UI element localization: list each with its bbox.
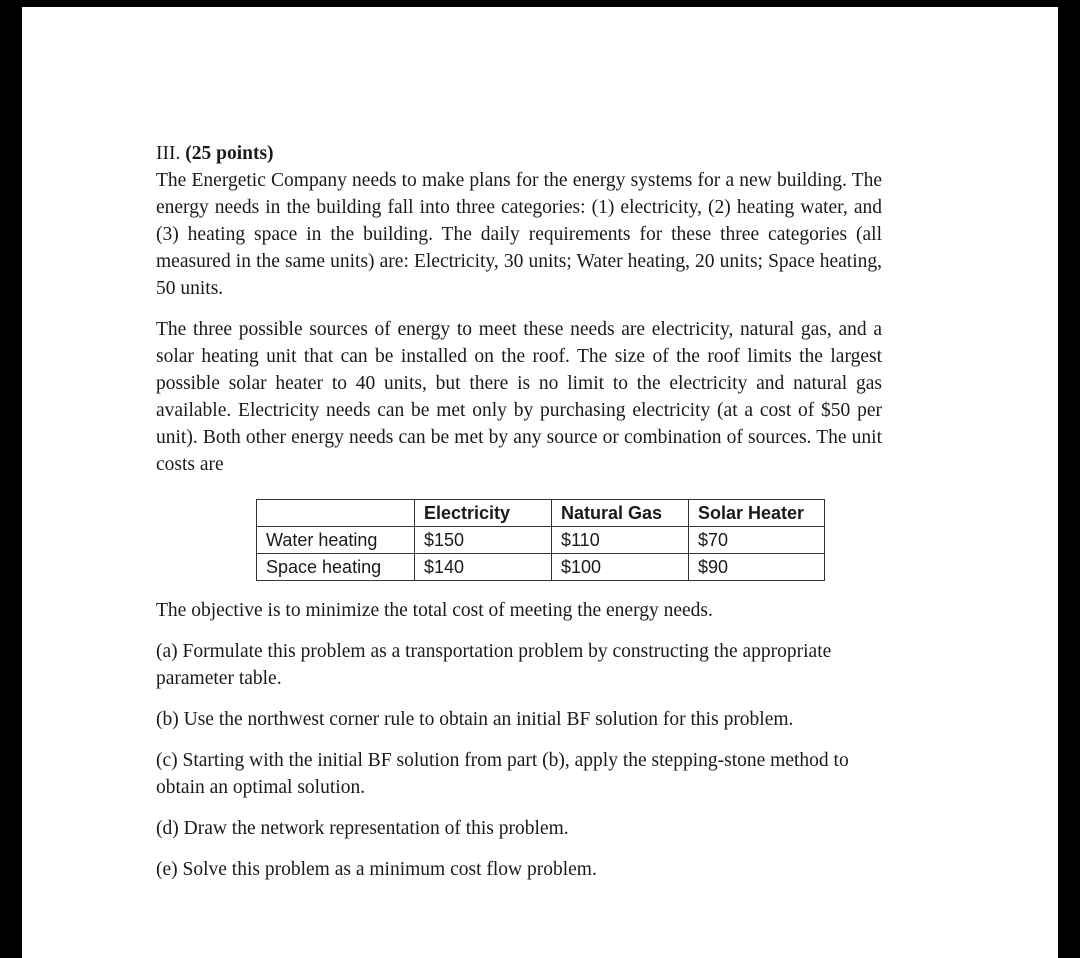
- table-row: [257, 554, 825, 581]
- table-cell: $110: [552, 527, 689, 554]
- table-cell: $150: [415, 527, 552, 554]
- problem-heading: [156, 140, 882, 167]
- question-d: (d) Draw the network representation of this problem.: [156, 818, 569, 839]
- problem-paragraph-1: The Energetic Company needs to make plans for the energy systems for a new building. The energy needs in the building fall into three categories: (1) electricity, (2) heating water, and (3) heating space in the building. The daily requirements for these three categories (all measured in the same units) are: Electricity, 30 units; Water heating, 20 units; Space heating, 50 units.: [156, 170, 882, 299]
- row-label-space-heating: Space heating: [257, 554, 415, 581]
- problem-paragraph-2: The three possible sources of energy to meet these needs are electricity, natural gas, and a solar heating unit that can be installed on the roof. The size of the roof limits the largest possible solar heater to 40 units, but there is no limit to the electricity and natural gas available. Electricity needs can be met only by purchasing electricity (at a cost of $50 per unit). Both other energy needs can be met by any source or combination of sources. The unit costs are: [156, 319, 882, 475]
- table-cell: $140: [415, 554, 552, 581]
- question-b: (b) Use the northwest corner rule to obtain an initial BF solution for this problem.: [156, 709, 794, 730]
- question-e: (e) Solve this problem as a minimum cost flow problem.: [156, 859, 597, 880]
- objective-text: The objective is to minimize the total cost of meeting the energy needs.: [156, 600, 713, 621]
- problem-number: III.: [156, 143, 181, 164]
- table-corner-cell: [257, 500, 415, 527]
- column-header-solar-heater: Solar Heater: [689, 500, 825, 527]
- problem-points: (25 points): [185, 143, 274, 164]
- problem-statement: [156, 140, 882, 478]
- questions-section: [156, 597, 882, 883]
- unit-cost-table: [256, 499, 825, 581]
- table-cell: $90: [689, 554, 825, 581]
- table-cell: $70: [689, 527, 825, 554]
- column-header-electricity: Electricity: [415, 500, 552, 527]
- table-header-row: [257, 500, 825, 527]
- question-a: (a) Formulate this problem as a transportation problem by constructing the appropriate parameter table.: [156, 641, 832, 689]
- table-cell: $100: [552, 554, 689, 581]
- table-row: [257, 527, 825, 554]
- question-c: (c) Starting with the initial BF solution from part (b), apply the stepping-stone method to obtain an optimal solution.: [156, 750, 849, 798]
- column-header-natural-gas: Natural Gas: [552, 500, 689, 527]
- row-label-water-heating: Water heating: [257, 527, 415, 554]
